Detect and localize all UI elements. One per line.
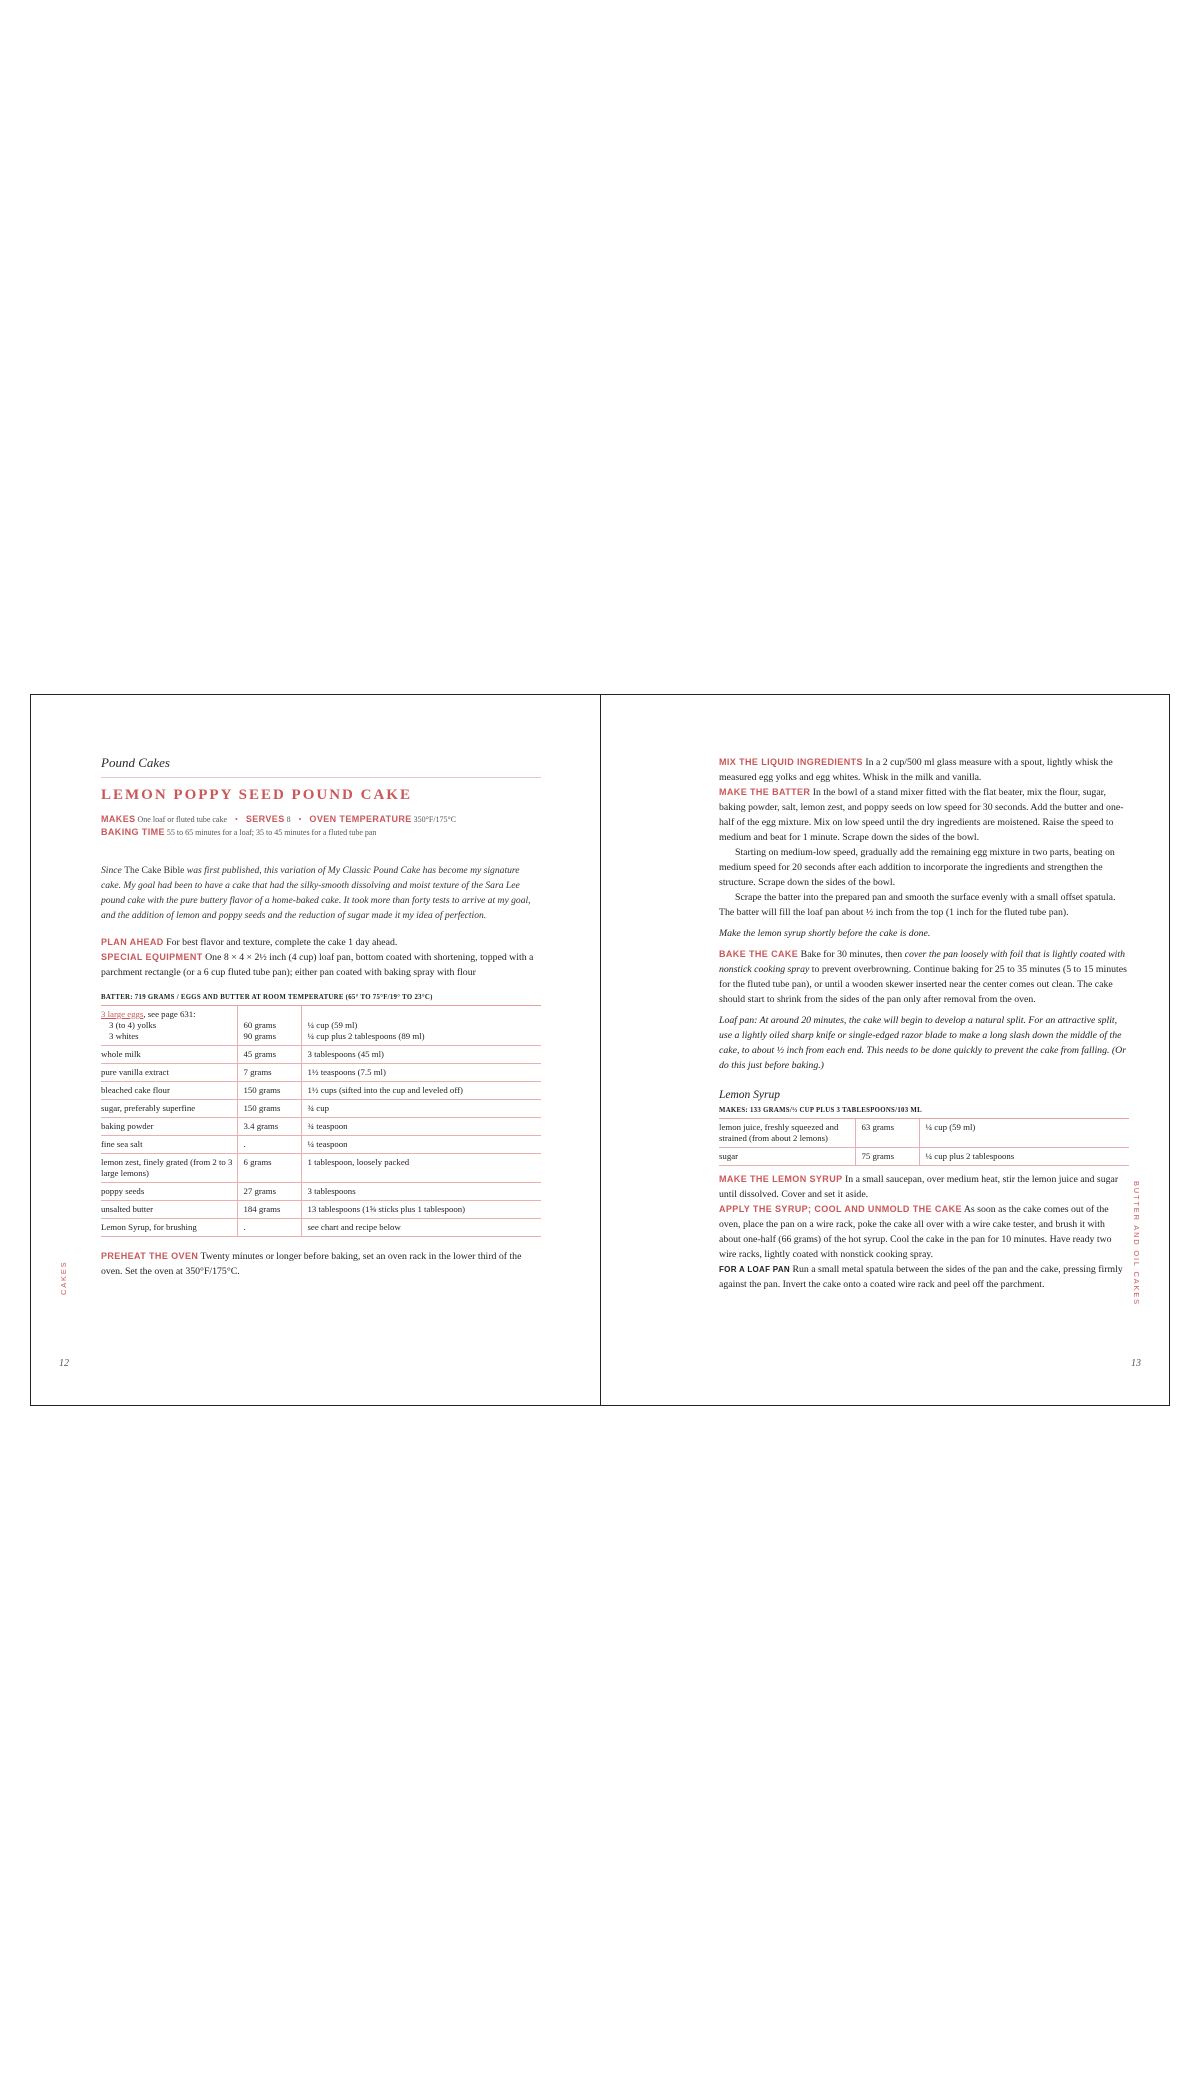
loaf-pan-note: Loaf pan: At around 20 minutes, the cake will begin to develop a natural split. For an attractive split, use a lightly oiled sharp knife or single-edged razor blade to make a long slash down the middle of the cake, to about ½ inch from each end. This needs to be done quickly to prevent the cake from falling. (Or do this just before baking.) (719, 1015, 1127, 1071)
bullet-icon: • (235, 815, 238, 824)
grams-cell: 60 grams 90 grams (237, 1006, 301, 1046)
ingredient-cell: fine sea salt (101, 1136, 237, 1154)
loaf-pan-label: FOR A LOAF PAN (719, 1265, 791, 1274)
grams-cell: 27 grams (237, 1183, 301, 1201)
table-row (101, 1082, 541, 1100)
ingredient-cell: poppy seeds (101, 1183, 237, 1201)
table-row (101, 1064, 541, 1082)
recipe-meta (101, 813, 541, 839)
table-row (719, 1119, 1129, 1148)
volume-cell: 3 tablespoons (301, 1183, 541, 1201)
table-row (101, 1046, 541, 1064)
section-title: Pound Cakes (101, 755, 541, 778)
apply-syrup (719, 1202, 1129, 1262)
page-number-left: 12 (59, 1358, 69, 1369)
volume-cell: ¼ cup (59 ml) ¼ cup plus 2 tablespoons (89 ml) (301, 1006, 541, 1046)
running-head-left: CAKES (59, 1260, 68, 1295)
volume-cell: 1 tablespoon, loosely packed (301, 1154, 541, 1183)
batter-paragraph-2: Starting on medium-low speed, gradually add the remaining egg mixture in two parts, beating on medium speed for 20 seconds after each addition to incorporate the ingredients and strengthen the structure. Scrape down the sides of the bowl. (719, 847, 1115, 888)
make-syrup-text: In a small saucepan, over medium heat, stir the lemon juice and sugar until dissolved. Cover and set it aside. (719, 1174, 1119, 1200)
running-head-right: BUTTER AND OIL CAKES (1132, 1181, 1141, 1306)
volume-cell: ¼ teaspoon (301, 1136, 541, 1154)
volume-cell: 13 tablespoons (1⅝ sticks plus 1 tablespoon) (301, 1201, 541, 1219)
grams-cell: 150 grams (237, 1082, 301, 1100)
ingredient-cell: baking powder (101, 1118, 237, 1136)
apply-syrup-text: As soon as the cake comes out of the oven, place the pan on a wire rack, poke the cake all over with a wire cake tester, and brush it with about one-half (66 grams) of the hot syrup. Cool the cake in the pan for 10 minutes. Have ready two wire racks, lightly coated with nonstick cooking spray. (719, 1204, 1112, 1260)
table-row (101, 1183, 541, 1201)
syrup-table (719, 1119, 1129, 1166)
grams-cell: 63 grams (855, 1119, 919, 1148)
volume-cell: ¼ cup (59 ml) (919, 1119, 1129, 1148)
left-page (31, 695, 600, 1405)
ingredient-cell: 3 large eggs, see page 631: 3 (to 4) yolks 3 whites (101, 1006, 237, 1046)
lemon-syrup-title: Lemon Syrup (719, 1089, 781, 1101)
ingredient-cell: whole milk (101, 1046, 237, 1064)
ingredient-cell: bleached cake flour (101, 1082, 237, 1100)
preheat-oven (101, 1249, 541, 1279)
grams-cell: 45 grams (237, 1046, 301, 1064)
page-number-right: 13 (1131, 1358, 1141, 1369)
plan-ahead (101, 935, 541, 950)
table-row (101, 1118, 541, 1136)
oven-temp-value: 350°F/175°C (413, 815, 457, 824)
volume-cell: 1½ teaspoons (7.5 ml) (301, 1064, 541, 1082)
batter-note: Make the lemon syrup shortly before the cake is done. (719, 928, 931, 939)
plan-ahead-label: PLAN AHEAD (101, 937, 164, 947)
preheat-oven-label: PREHEAT THE OVEN (101, 1251, 199, 1261)
ingredient-cell: sugar (719, 1148, 855, 1166)
mix-liquid-text: In a 2 cup/500 ml glass measure with a spout, lightly whisk the measured egg yolks and egg whites. Whisk in the milk and vanilla. (719, 757, 1113, 783)
recipe-title: LEMON POPPY SEED POUND CAKE (101, 787, 412, 803)
bake-cake: BAKE THE CAKE Bake for 30 minutes, then cover the pan loosely with foil that is lightly coated with nonstick cooking spray to prevent overbrowning. Continue baking for 25 to 35 minutes (5 to 15 minutes for the fluted tube pan), or until a wooden skewer inserted near the center comes out clean. The cake should start to shrink from the sides of the pan only after removal from the oven. (719, 949, 1127, 1005)
eggs-page-link[interactable]: 3 large eggs (101, 1009, 144, 1019)
recipe-intro: Since The Cake Bible was first published, this variation of My Classic Pound Cake has become my signature cake. My goal had been to have a cake that had the silky-smooth dissolving and moist texture of the Sara Lee pound cake with the pure buttery flavor of a home-baked cake. It took more than forty tests to arrive at my goal, and the addition of lemon and poppy seeds and the reduction of sugar made it my idea of perfection. (101, 865, 531, 921)
ingredient-cell: Lemon Syrup, for brushing (101, 1219, 237, 1237)
make-batter-text: In the bowl of a stand mixer fitted with the flat beater, mix the flour, sugar, baking powder, salt, lemon zest, and poppy seeds on low speed for 30 seconds. Add the butter and one-half of the egg mixture. Mix on low speed until the dry ingredients are moistened. Raise the speed to medium and beat for 1 minute. Scrape down the sides of the bowl. (719, 787, 1124, 843)
right-page-content (719, 755, 1129, 1292)
loaf-pan-step (719, 1262, 1129, 1292)
makes-label: MAKES (101, 814, 136, 824)
baking-time-value: 55 to 65 minutes for a loaf; 35 to 45 minutes for a fluted tube pan (166, 828, 377, 837)
make-syrup-label: MAKE THE LEMON SYRUP (719, 1174, 843, 1184)
table-row (719, 1148, 1129, 1166)
batter-table-caption: BATTER: 719 GRAMS / EGGS AND BUTTER AT ROOM TEMPERATURE (65° TO 75°F/19° TO 23°C) (101, 994, 541, 1006)
oven-temp-label: OVEN TEMPERATURE (309, 814, 412, 824)
volume-cell: ¾ cup (301, 1100, 541, 1118)
volume-cell: 1½ cups (sifted into the cup and leveled off) (301, 1082, 541, 1100)
grams-cell: . (237, 1219, 301, 1237)
batter-paragraph-3: Scrape the batter into the prepared pan and smooth the surface evenly with a small offset spatula. The batter will fill the loaf pan about ½ inch from the top (1 inch for the fluted tube pan). (719, 892, 1116, 918)
ingredient-cell: pure vanilla extract (101, 1064, 237, 1082)
grams-cell: 184 grams (237, 1201, 301, 1219)
grams-cell: 75 grams (855, 1148, 919, 1166)
left-page-content (101, 755, 541, 1279)
baking-time-label: BAKING TIME (101, 827, 165, 837)
make-lemon-syrup (719, 1172, 1129, 1202)
table-row (101, 1219, 541, 1237)
apply-syrup-label: APPLY THE SYRUP; COOL AND UNMOLD THE CAKE (719, 1204, 962, 1214)
table-row (101, 1100, 541, 1118)
volume-cell: ¼ cup plus 2 tablespoons (919, 1148, 1129, 1166)
volume-cell: ¾ teaspoon (301, 1118, 541, 1136)
table-row (101, 1154, 541, 1183)
ingredients-table (101, 1006, 541, 1237)
right-page (601, 695, 1169, 1405)
volume-cell: see chart and recipe below (301, 1219, 541, 1237)
special-equipment-label: SPECIAL EQUIPMENT (101, 952, 203, 962)
book-spread (30, 694, 1170, 1406)
ingredient-cell: lemon zest, finely grated (from 2 to 3 large lemons) (101, 1154, 237, 1183)
table-row (101, 1201, 541, 1219)
special-equipment (101, 950, 541, 980)
ingredient-cell: sugar, preferably superfine (101, 1100, 237, 1118)
grams-cell: 6 grams (237, 1154, 301, 1183)
mix-liquid-ingredients (719, 755, 1129, 785)
syrup-table-caption: MAKES: 133 GRAMS/½ CUP PLUS 3 TABLESPOONS/103 ML (719, 1107, 1129, 1119)
loaf-pan-text: Run a small metal spatula between the sides of the pan and the cake, pressing firmly against the pan. Invert the cake onto a coated wire rack and peel off the parchment. (719, 1264, 1123, 1290)
table-row (101, 1006, 541, 1046)
preheat-oven-text: Twenty minutes or longer before baking, set an oven rack in the lower third of the oven. Set the oven at 350°F/175°C. (101, 1251, 522, 1277)
serves-value: 8 (286, 815, 291, 824)
mix-liquid-label: MIX THE LIQUID INGREDIENTS (719, 757, 863, 767)
make-batter (719, 785, 1129, 845)
serves-label: SERVES (245, 814, 285, 824)
table-row (101, 1136, 541, 1154)
grams-cell: 3.4 grams (237, 1118, 301, 1136)
grams-cell: 7 grams (237, 1064, 301, 1082)
grams-cell: 150 grams (237, 1100, 301, 1118)
grams-cell: . (237, 1136, 301, 1154)
book-title: The Cake Bible (124, 865, 185, 876)
volume-cell: 3 tablespoons (45 ml) (301, 1046, 541, 1064)
make-batter-label: MAKE THE BATTER (719, 787, 811, 797)
ingredient-cell: unsalted butter (101, 1201, 237, 1219)
bake-cake-label: BAKE THE CAKE (719, 949, 799, 959)
special-equipment-text: One 8 × 4 × 2½ inch (4 cup) loaf pan, bottom coated with shortening, topped with a parchment rectangle (or a 6 cup fluted tube pan); either pan coated with baking spray with flour (101, 952, 534, 978)
plan-ahead-text: For best flavor and texture, complete the cake 1 day ahead. (166, 937, 398, 948)
ingredient-cell: lemon juice, freshly squeezed and strained (from about 2 lemons) (719, 1119, 855, 1148)
bullet-icon: • (298, 815, 302, 824)
makes-value: One loaf or fluted tube cake (137, 815, 228, 824)
